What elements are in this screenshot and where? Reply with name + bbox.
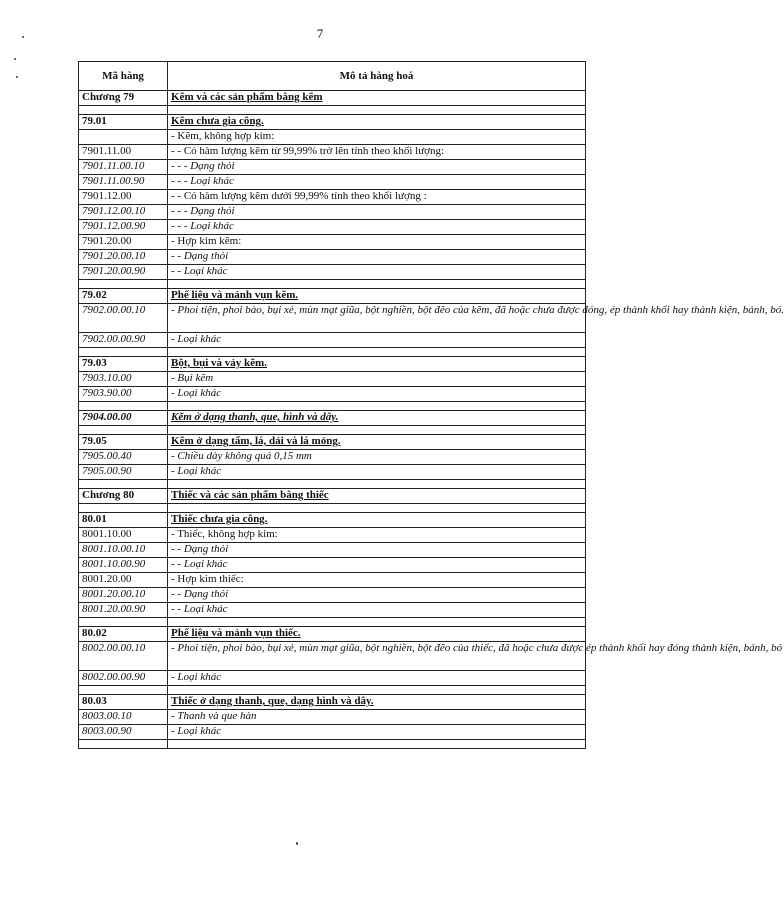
- table-row: [79, 450, 586, 465]
- code-cell: 8001.20.00.10: [79, 588, 168, 603]
- code-cell: 7902.00.00.10: [79, 304, 168, 333]
- description-cell: - - Dạng thỏi: [168, 250, 586, 265]
- description-cell: - Phoi tiện, phoi bào, bụi xẻ, mùn mạt giũa, bột nghiền, bột đẽo của thiếc, đã hoặc chưa được ép thành khối hay đóng thành kiện, bánh, bó: [168, 642, 586, 671]
- code-cell: 7901.11.00.10: [79, 160, 168, 175]
- code-cell: 79.02: [79, 289, 168, 304]
- description-cell: - Kẽm, không hợp kim:: [168, 130, 586, 145]
- code-cell: 7902.00.00.90: [79, 333, 168, 348]
- code-cell: 7905.00.40: [79, 450, 168, 465]
- table-row: [79, 190, 586, 205]
- spacer-cell: [79, 480, 168, 489]
- spacer-cell: [168, 426, 586, 435]
- spacer-cell: [168, 618, 586, 627]
- spacer-cell: [79, 618, 168, 627]
- table-row: [79, 333, 586, 348]
- table-row: [79, 573, 586, 588]
- code-cell: 7903.90.00: [79, 387, 168, 402]
- table-row: [79, 465, 586, 480]
- scan-speck: [22, 36, 24, 38]
- description-cell: - Bụi kẽm: [168, 372, 586, 387]
- header-description: Mô tả hàng hoá: [168, 62, 586, 91]
- table-header: [79, 62, 586, 91]
- code-cell: 7903.10.00: [79, 372, 168, 387]
- description-cell: - Loại khác: [168, 465, 586, 480]
- code-cell: 8002.00.00.10: [79, 642, 168, 671]
- code-cell: 79.03: [79, 357, 168, 372]
- description-cell: - Hợp kim kẽm:: [168, 235, 586, 250]
- code-cell: 80.03: [79, 695, 168, 710]
- table-row: [79, 205, 586, 220]
- table-row: [79, 489, 586, 504]
- spacer-cell: [168, 106, 586, 115]
- code-cell: 7901.12.00: [79, 190, 168, 205]
- description-cell: - - Dạng thỏi: [168, 588, 586, 603]
- code-cell: 8001.10.00: [79, 528, 168, 543]
- code-cell: 80.01: [79, 513, 168, 528]
- description-cell: - Loại khác: [168, 671, 586, 686]
- description-cell: Phế liệu và mảnh vụn thiếc.: [168, 627, 586, 642]
- table-row: [79, 235, 586, 250]
- table-row: [79, 372, 586, 387]
- code-cell: 7901.20.00: [79, 235, 168, 250]
- tariff-table: [78, 61, 784, 749]
- table-row: [79, 642, 586, 671]
- table-row: [79, 357, 586, 372]
- description-cell: - Thiếc, không hợp kim:: [168, 528, 586, 543]
- table-row: [79, 220, 586, 235]
- description-cell: - Loại khác: [168, 333, 586, 348]
- table-row: [79, 115, 586, 130]
- spacer-row: [79, 740, 586, 749]
- spacer-cell: [168, 402, 586, 411]
- table-row: [79, 725, 586, 740]
- description-cell: - Loại khác: [168, 387, 586, 402]
- spacer-row: [79, 106, 586, 115]
- code-cell: 7901.20.00.90: [79, 265, 168, 280]
- spacer-row: [79, 618, 586, 627]
- table-row: [79, 175, 586, 190]
- description-cell: - - Loại khác: [168, 558, 586, 573]
- description-cell: - Loại khác: [168, 725, 586, 740]
- code-cell: 8001.20.00.90: [79, 603, 168, 618]
- spacer-row: [79, 348, 586, 357]
- table-row: [79, 250, 586, 265]
- spacer-cell: [168, 504, 586, 513]
- table-row: [79, 435, 586, 450]
- spacer-row: [79, 402, 586, 411]
- spacer-cell: [79, 402, 168, 411]
- code-cell: 7901.12.00.10: [79, 205, 168, 220]
- description-cell: - - Loại khác: [168, 603, 586, 618]
- table-body: [79, 91, 784, 749]
- spacer-row: [79, 686, 586, 695]
- table-row: [79, 289, 586, 304]
- code-cell: 7901.11.00.90: [79, 175, 168, 190]
- description-cell: - - Có hàm lượng kẽm dưới 99,99% tính theo khối lượng :: [168, 190, 586, 205]
- table-row: [79, 695, 586, 710]
- description-cell: - - - Dạng thỏi: [168, 205, 586, 220]
- description-cell: - Chiều dày không quá 0,15 mm: [168, 450, 586, 465]
- description-cell: - Thanh và que hàn: [168, 710, 586, 725]
- code-cell: Chương 80: [79, 489, 168, 504]
- spacer-cell: [79, 426, 168, 435]
- table-row: [79, 710, 586, 725]
- spacer-cell: [79, 504, 168, 513]
- spacer-cell: [79, 686, 168, 695]
- description-cell: - Phoi tiện, phoi bào, bụi xẻ, mùn mạt giũa, bột nghiền, bột đẽo của kẽm, đã hoặc chưa được đóng, ép thành khối hay thành kiện, bánh, bó.: [168, 304, 586, 333]
- description-cell: Bột, bụi và vảy kẽm.: [168, 357, 586, 372]
- code-cell: 8003.00.10: [79, 710, 168, 725]
- code-cell: 8002.00.00.90: [79, 671, 168, 686]
- spacer-cell: [79, 280, 168, 289]
- code-cell: 79.05: [79, 435, 168, 450]
- description-cell: Thiếc chưa gia công.: [168, 513, 586, 528]
- spacer-row: [79, 280, 586, 289]
- code-cell: 7901.20.00.10: [79, 250, 168, 265]
- code-cell: 7905.00.90: [79, 465, 168, 480]
- table-row: [79, 91, 586, 106]
- table-row: [79, 528, 586, 543]
- spacer-row: [79, 480, 586, 489]
- description-cell: Phế liệu và mảnh vụn kẽm.: [168, 289, 586, 304]
- code-cell: [79, 130, 168, 145]
- description-cell: - - - Dạng thỏi: [168, 160, 586, 175]
- description-cell: Kẽm chưa gia công.: [168, 115, 586, 130]
- table-row: [79, 513, 586, 528]
- header-code: Mã hàng: [79, 62, 168, 91]
- description-cell: Kẽm ở dạng tấm, lá, dải và lá mỏng.: [168, 435, 586, 450]
- code-cell: 7901.12.00.90: [79, 220, 168, 235]
- code-cell: 8001.20.00: [79, 573, 168, 588]
- code-cell: 79.01: [79, 115, 168, 130]
- table-row: [79, 411, 586, 426]
- spacer-cell: [79, 740, 168, 749]
- code-cell: 80.02: [79, 627, 168, 642]
- description-cell: Kẽm ở dạng thanh, que, hình và dây.: [168, 411, 586, 426]
- code-cell: 8001.10.00.90: [79, 558, 168, 573]
- table-row: [79, 603, 586, 618]
- description-cell: - Hợp kim thiếc:: [168, 573, 586, 588]
- spacer-row: [79, 426, 586, 435]
- spacer-cell: [79, 106, 168, 115]
- spacer-cell: [168, 348, 586, 357]
- table-row: [79, 543, 586, 558]
- description-cell: - - Loại khác: [168, 265, 586, 280]
- table-row: [79, 160, 586, 175]
- code-cell: 8003.00.90: [79, 725, 168, 740]
- description-cell: Kẽm và các sản phẩm bằng kẽm: [168, 91, 586, 106]
- table-row: [79, 145, 586, 160]
- table-row: [79, 627, 586, 642]
- spacer-row: [79, 504, 586, 513]
- spacer-cell: [79, 348, 168, 357]
- table-row: [79, 588, 586, 603]
- scan-speck: [16, 76, 18, 78]
- spacer-cell: [168, 686, 586, 695]
- table-row: [79, 558, 586, 573]
- table-row: [79, 671, 586, 686]
- table-row: [79, 130, 586, 145]
- header-row: [79, 62, 586, 91]
- table-row: [79, 387, 586, 402]
- description-cell: Thiếc ở dạng thanh, que, dạng hình và dây.: [168, 695, 586, 710]
- spacer-cell: [168, 280, 586, 289]
- description-cell: - - - Loại khác: [168, 175, 586, 190]
- code-cell: Chương 79: [79, 91, 168, 106]
- code-cell: 7901.11.00: [79, 145, 168, 160]
- table-row: [79, 265, 586, 280]
- description-cell: - - Dạng thỏi: [168, 543, 586, 558]
- description-cell: - - Có hàm lượng kẽm từ 99,99% trở lên tính theo khối lượng:: [168, 145, 586, 160]
- spacer-cell: [168, 480, 586, 489]
- scan-speck: [296, 842, 298, 845]
- scan-speck: [14, 58, 16, 60]
- description-cell: Thiếc và các sản phẩm bằng thiếc: [168, 489, 586, 504]
- description-cell: - - - Loại khác: [168, 220, 586, 235]
- table-row: [79, 304, 586, 333]
- code-cell: 7904.00.00: [79, 411, 168, 426]
- code-cell: 8001.10.00.10: [79, 543, 168, 558]
- page-number: 7: [316, 26, 324, 41]
- spacer-cell: [168, 740, 586, 749]
